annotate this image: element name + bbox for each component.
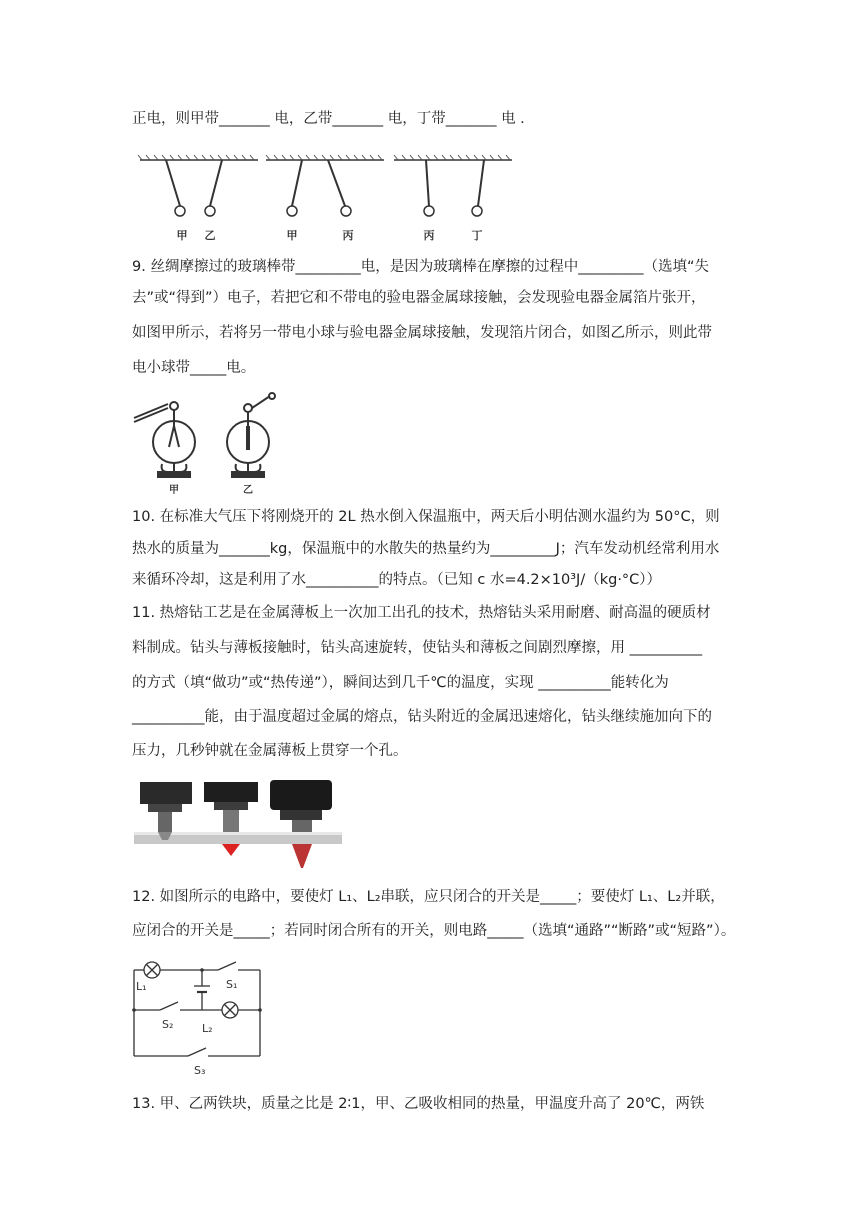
- q8-pendulum-figure: [136, 148, 516, 248]
- q11-line-3: 的方式（填“做功”或“热传递”），瞬间达到几千℃的温度，实现 __________能转化为: [132, 675, 669, 691]
- q11-line-4: __________能，由于温度超过金属的熔点，钻头附近的金属迅速熔化，钻头继续施加向下的: [132, 709, 712, 725]
- q8-label-bing-1: 丙: [342, 229, 354, 242]
- q11-line-1: 11. 热熔钻工艺是在金属薄板上一次加工出孔的技术，热熔钻头采用耐磨、耐高温的硬质材: [132, 605, 711, 621]
- q9-line-2: 去”或“得到”）电子，若把它和不带电的验电器金属球接触，会发现验电器金属箔片张开，: [132, 290, 706, 306]
- q8-text: 正电，则甲带_______ 电，乙带_______ 电，丁带_______ 电 .: [132, 111, 525, 127]
- q9-label-yi: 乙: [243, 485, 253, 496]
- q10-line-2: 热水的质量为_______kg，保温瓶中的水散失的热量约为_________J；汽车发动机经常利用水: [132, 541, 720, 557]
- q8-label-jia-1: 甲: [176, 229, 188, 242]
- q9-line-4: 电小球带_____电。: [132, 360, 256, 376]
- q12-line-1: 12. 如图所示的电路中，要使灯 L₁、L₂串联，应只闭合的开关是_____；要使灯 L₁、L₂并联，: [132, 889, 725, 905]
- q12-label-l1: L₁: [136, 980, 147, 993]
- q11-drill-figure: [134, 780, 342, 870]
- q9-line-3: 如图甲所示，若将另一带电小球与验电器金属球接触，发现箔片闭合，如图乙所示，则此带: [132, 325, 712, 341]
- q8-label-yi: 乙: [204, 229, 216, 242]
- q12-circuit-figure: [126, 958, 266, 1078]
- q10-line-1: 10. 在标准大气压下将刚烧开的 2L 热水倒入保温瓶中，两天后小明估测水温约为 50°C，则: [132, 509, 720, 525]
- q9-line-1: 9. 丝绸摩擦过的玻璃棒带_________电，是因为玻璃棒在摩擦的过程中_________（选填“失: [132, 259, 709, 275]
- q8-label-ding: 丁: [471, 229, 483, 242]
- q12-label-s1: S₁: [226, 978, 238, 991]
- q8-label-jia-2: 甲: [286, 229, 298, 242]
- q10-line-3: 来循环冷却，这是利用了水__________的特点。（已知 c 水=4.2×10³J/（kg·°C））: [132, 572, 662, 588]
- q12-label-l2: L₂: [202, 1022, 213, 1035]
- q9-label-jia: 甲: [169, 485, 179, 496]
- q12-label-s2: S₂: [162, 1018, 174, 1031]
- q13-line-1: 13. 甲、乙两铁块，质量之比是 2∶1，甲、乙吸收相同的热量，甲温度升高了 20℃，两铁: [132, 1096, 705, 1112]
- q12-line-2: 应闭合的开关是_____；若同时闭合所有的开关，则电路_____（选填“通路”“断路”或“短路”）。: [132, 923, 736, 939]
- q8-label-bing-2: 丙: [423, 229, 435, 242]
- q11-line-5: 压力，几秒钟就在金属薄板上贯穿一个孔。: [132, 743, 408, 759]
- q9-electroscope-figure: [132, 392, 292, 498]
- q11-line-2: 料制成。钻头与薄板接触时，钻头高速旋转，使钻头和薄板之间剧烈摩擦，用 __________: [132, 640, 703, 656]
- q12-label-s3: S₃: [194, 1064, 206, 1077]
